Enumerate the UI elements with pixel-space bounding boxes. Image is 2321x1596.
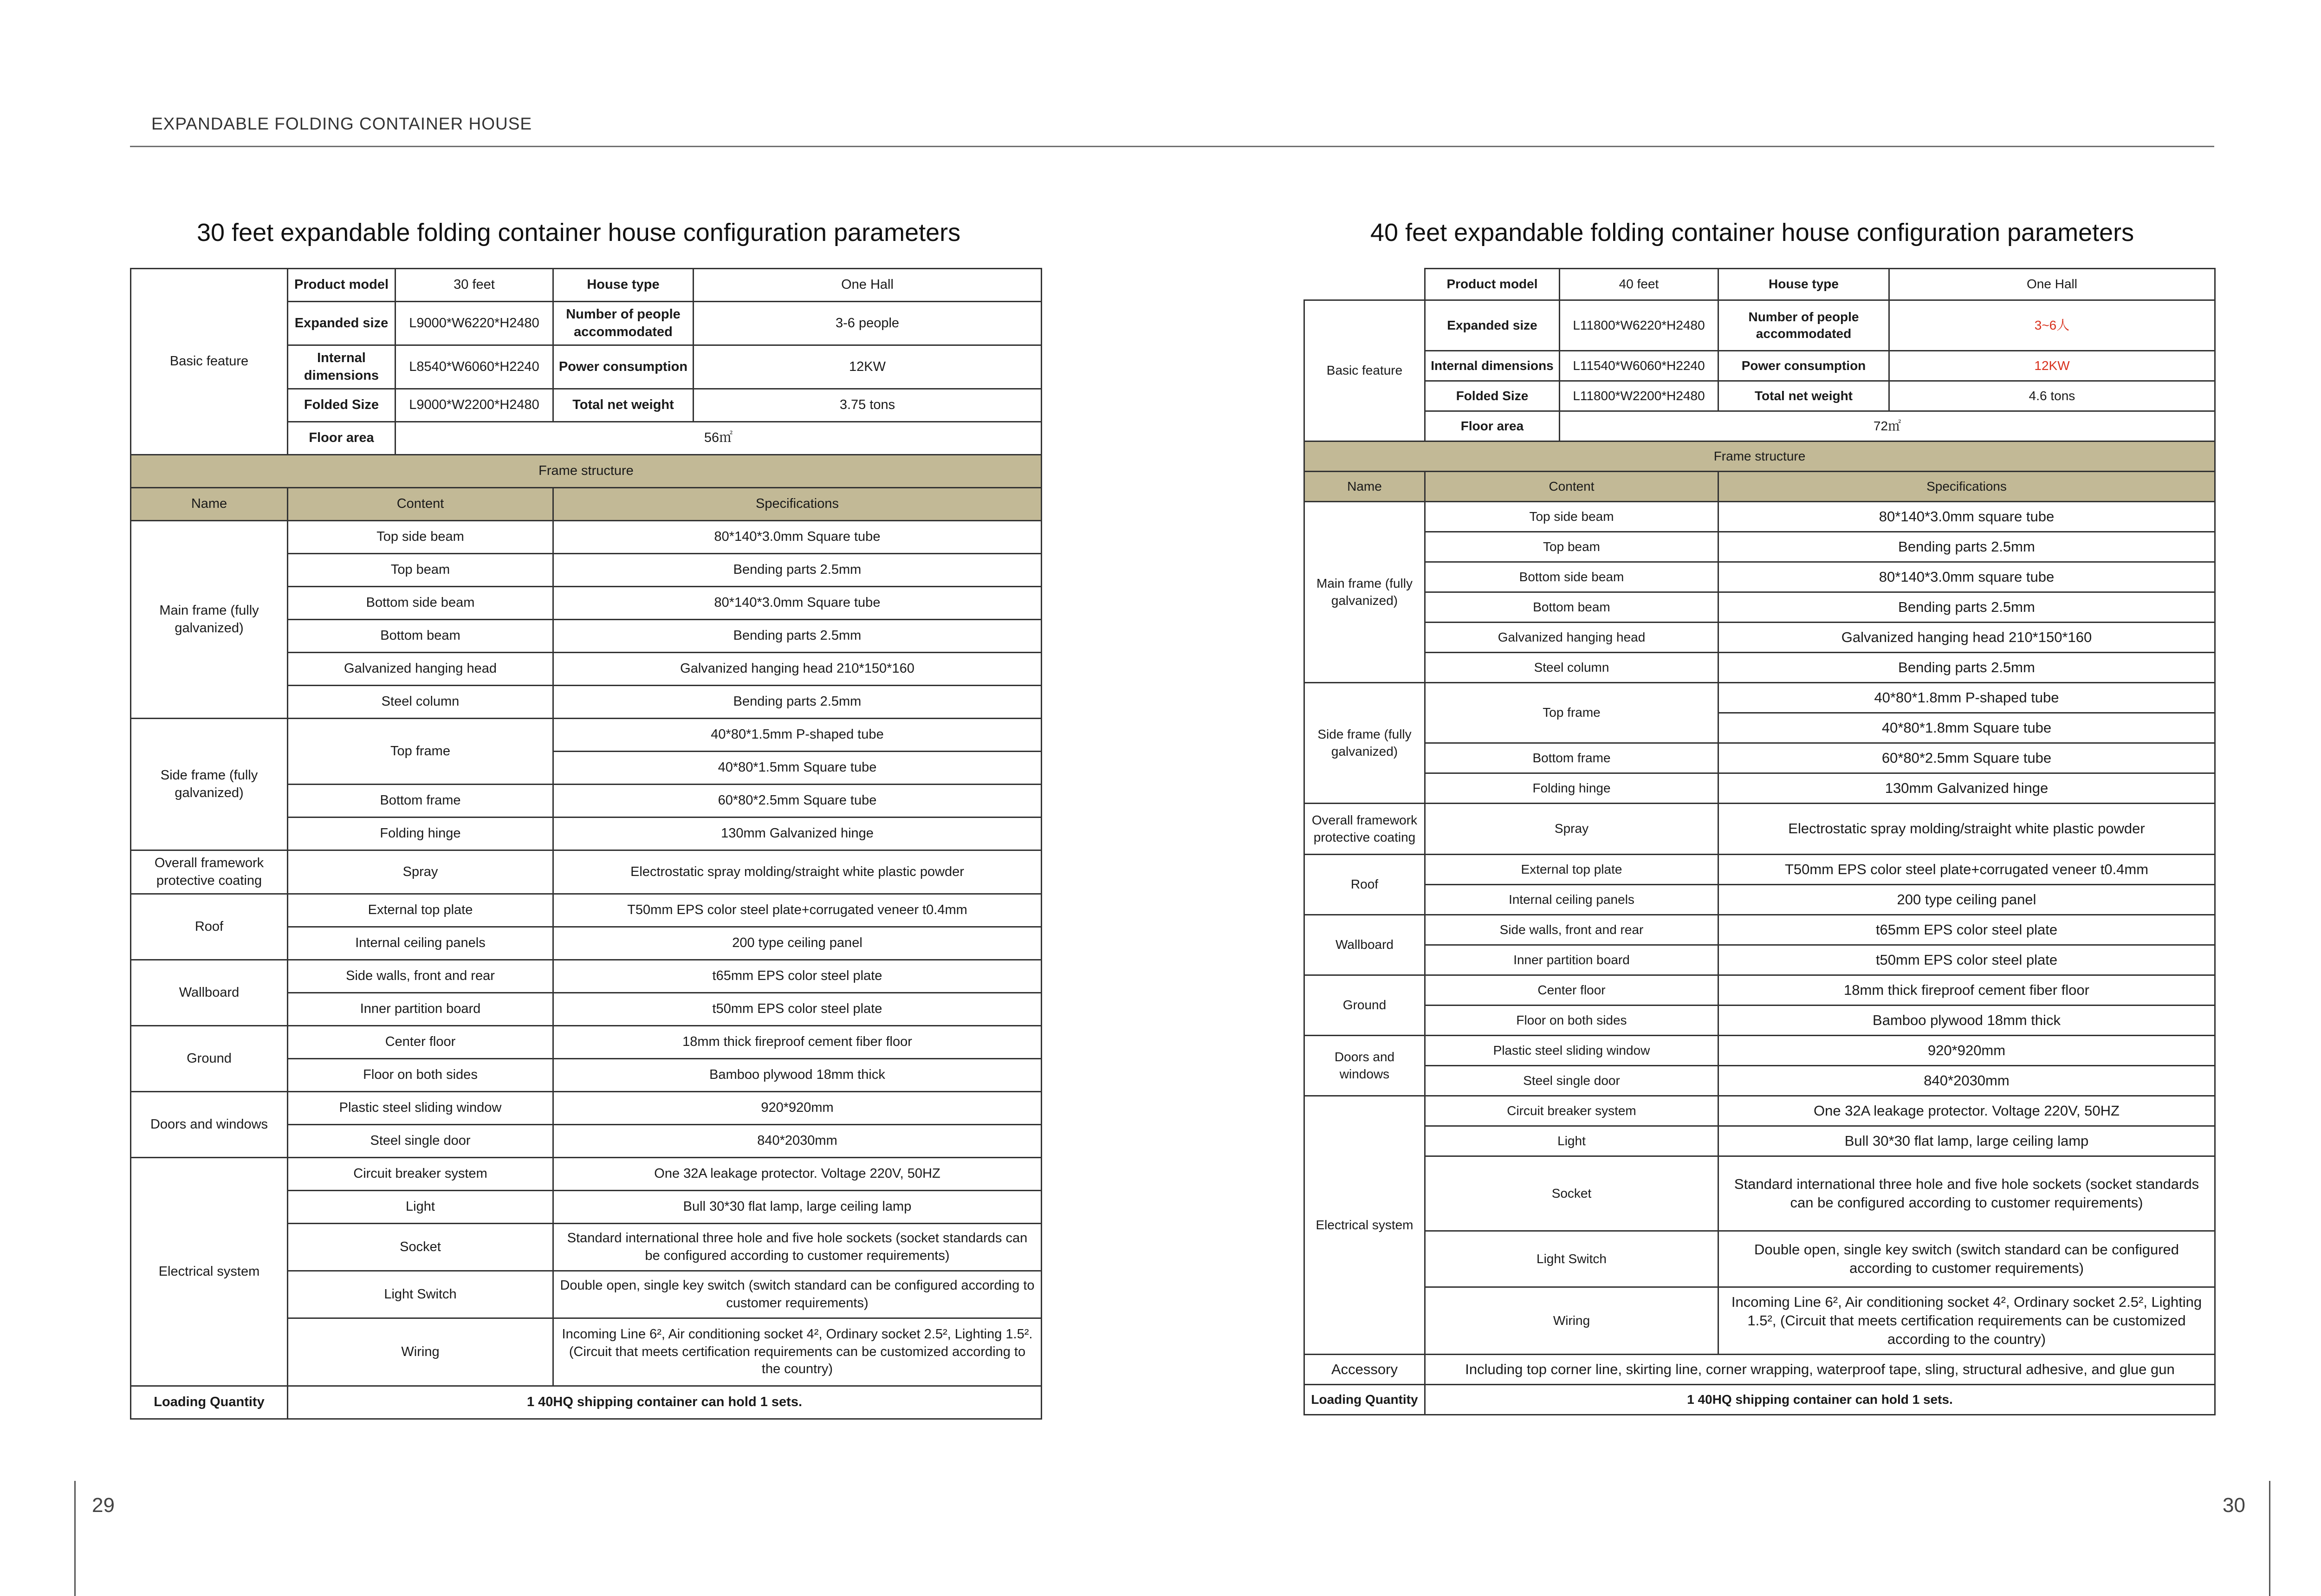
row-spec: Bending parts 2.5mm [1718, 653, 2215, 683]
label-house-type: House type [553, 269, 694, 302]
value-people: 3-6 people [694, 302, 1042, 345]
row-spec: 80*140*3.0mm square tube [1718, 502, 2215, 532]
row-content: Light Switch [1425, 1231, 1718, 1287]
row-spec: Bull 30*30 flat lamp, large ceiling lamp [553, 1191, 1042, 1224]
row-content: Internal ceiling panels [1425, 885, 1718, 915]
row-spec: 18mm thick fireproof cement fiber floor [1718, 975, 2215, 1006]
value-power: 12KW [694, 345, 1042, 389]
row-content: Spray [1425, 804, 1718, 855]
row-content: Top side beam [1425, 502, 1718, 532]
row-content: Center floor [1425, 975, 1718, 1006]
row-spec: Double open, single key switch (switch standard can be configured according to customer requirements) [1718, 1231, 2215, 1287]
group-wallboard: Wallboard [1304, 915, 1425, 975]
group-doors-windows: Doors and windows [131, 1092, 288, 1158]
row-content: Top frame [1425, 683, 1718, 743]
row-spec: 40*80*1.5mm Square tube [553, 752, 1042, 785]
value-expanded-size: L11800*W6220*H2480 [1560, 300, 1718, 351]
row-spec: Incoming Line 6², Air conditioning socket 4², Ordinary socket 2.5², Lighting 1.5², (Circuit that meets certification requirements can be customized according to the country) [1718, 1287, 2215, 1355]
row-spec: 840*2030mm [553, 1125, 1042, 1158]
row-spec: t65mm EPS color steel plate [1718, 915, 2215, 945]
group-electrical: Electrical system [131, 1158, 288, 1386]
group-basic-feature: Basic feature [1304, 300, 1425, 441]
group-coating: Overall framework protective coating [131, 850, 288, 894]
row-content: Folding hinge [1425, 773, 1718, 804]
value-house-type: One Hall [1889, 269, 2215, 300]
group-electrical: Electrical system [1304, 1096, 1425, 1355]
value-net-weight: 4.6 tons [1889, 381, 2215, 411]
value-product-model: 40 feet [1560, 269, 1718, 300]
group-ground: Ground [1304, 975, 1425, 1036]
row-spec: Electrostatic spray molding/straight white plastic powder [1718, 804, 2215, 855]
row-spec: Standard international three hole and five hole sockets (socket standards can be configured according to customer requirements) [553, 1224, 1042, 1271]
row-spec: Standard international three hole and five hole sockets (socket standards can be configured according to customer requirements) [1718, 1156, 2215, 1231]
value-loading-quantity: 1 40HQ shipping container can hold 1 sets. [288, 1386, 1042, 1419]
group-roof: Roof [1304, 855, 1425, 915]
group-basic-feature: Basic feature [131, 269, 288, 455]
label-floor-area: Floor area [1425, 411, 1560, 441]
row-content: Side walls, front and rear [1425, 915, 1718, 945]
row-spec: One 32A leakage protector. Voltage 220V, 50HZ [1718, 1096, 2215, 1126]
value-folded-size: L9000*W2200*H2480 [395, 389, 553, 422]
row-content: Top beam [288, 554, 553, 587]
group-wallboard: Wallboard [131, 960, 288, 1026]
row-spec: 80*140*3.0mm Square tube [553, 521, 1042, 554]
header-specifications: Specifications [553, 488, 1042, 521]
page-title-30ft: 30 feet expandable folding container house configuration parameters [197, 219, 961, 247]
section-frame-structure: Frame structure [1304, 441, 2215, 472]
value-folded-size: L11800*W2200*H2480 [1560, 381, 1718, 411]
row-spec: Bending parts 2.5mm [1718, 592, 2215, 623]
value-house-type: One Hall [694, 269, 1042, 302]
label-people: Number of people accommodated [553, 302, 694, 345]
row-spec: t50mm EPS color steel plate [1718, 945, 2215, 975]
row-content: Top frame [288, 719, 553, 785]
header-content: Content [1425, 472, 1718, 502]
row-spec: 60*80*2.5mm Square tube [1718, 743, 2215, 773]
row-content: External top plate [1425, 855, 1718, 885]
row-spec: Galvanized hanging head 210*150*160 [1718, 623, 2215, 653]
group-ground: Ground [131, 1026, 288, 1092]
row-spec: 130mm Galvanized hinge [1718, 773, 2215, 804]
group-roof: Roof [131, 894, 288, 960]
row-content: Floor on both sides [1425, 1006, 1718, 1036]
spec-table-30ft [130, 268, 1042, 1420]
row-content: Light [1425, 1126, 1718, 1156]
row-spec: Double open, single key switch (switch standard can be configured according to customer requirements) [553, 1271, 1042, 1318]
row-content: Circuit breaker system [1425, 1096, 1718, 1126]
row-spec: Bamboo plywood 18mm thick [1718, 1006, 2215, 1036]
row-spec: 200 type ceiling panel [1718, 885, 2215, 915]
row-content: Bottom side beam [288, 587, 553, 620]
group-main-frame: Main frame (fully galvanized) [131, 521, 288, 719]
row-content: Steel column [1425, 653, 1718, 683]
row-content: Internal ceiling panels [288, 927, 553, 960]
row-spec: 40*80*1.8mm Square tube [1718, 713, 2215, 743]
footer-rule-left [74, 1481, 76, 1596]
label-folded-size: Folded Size [1425, 381, 1560, 411]
page-title-40ft: 40 feet expandable folding container house configuration parameters [1370, 219, 2134, 247]
label-loading-quantity: Loading Quantity [1304, 1385, 1425, 1415]
row-content: Light Switch [288, 1271, 553, 1318]
row-spec: t50mm EPS color steel plate [553, 993, 1042, 1026]
row-spec: Bending parts 2.5mm [1718, 532, 2215, 562]
row-spec: T50mm EPS color steel plate+corrugated veneer t0.4mm [1718, 855, 2215, 885]
row-content: Center floor [288, 1026, 553, 1059]
row-content: Inner partition board [1425, 945, 1718, 975]
label-net-weight: Total net weight [1718, 381, 1889, 411]
row-content: Side walls, front and rear [288, 960, 553, 993]
value-internal-dimensions: L11540*W6060*H2240 [1560, 351, 1718, 381]
group-side-frame: Side frame (fully galvanized) [1304, 683, 1425, 804]
value-floor-area: 56㎡ [395, 422, 1042, 455]
row-content: Folding hinge [288, 817, 553, 850]
group-main-frame: Main frame (fully galvanized) [1304, 502, 1425, 683]
row-content: Plastic steel sliding window [288, 1092, 553, 1125]
row-spec: Electrostatic spray molding/straight white plastic powder [553, 850, 1042, 894]
label-expanded-size: Expanded size [1425, 300, 1560, 351]
header-specifications: Specifications [1718, 472, 2215, 502]
header-content: Content [288, 488, 553, 521]
group-accessory: Accessory [1304, 1355, 1425, 1385]
row-content: Bottom frame [1425, 743, 1718, 773]
row-spec: 80*140*3.0mm Square tube [553, 587, 1042, 620]
row-spec: Bending parts 2.5mm [553, 620, 1042, 653]
page-number-right: 30 [2223, 1494, 2245, 1517]
header-name: Name [1304, 472, 1425, 502]
group-coating: Overall framework protective coating [1304, 804, 1425, 855]
row-spec: Bending parts 2.5mm [553, 686, 1042, 719]
label-power: Power consumption [553, 345, 694, 389]
value-net-weight: 3.75 tons [694, 389, 1042, 422]
row-content: Spray [288, 850, 553, 894]
row-spec: Bending parts 2.5mm [553, 554, 1042, 587]
row-content: Top side beam [288, 521, 553, 554]
row-content: Plastic steel sliding window [1425, 1036, 1718, 1066]
label-net-weight: Total net weight [553, 389, 694, 422]
row-content: Galvanized hanging head [1425, 623, 1718, 653]
label-people: Number of people accommodated [1718, 300, 1889, 351]
value-accessory: Including top corner line, skirting line, corner wrapping, waterproof tape, sling, structural adhesive, and glue gun [1425, 1355, 2215, 1385]
label-power: Power consumption [1718, 351, 1889, 381]
page-number-left: 29 [92, 1494, 115, 1517]
group-side-frame: Side frame (fully galvanized) [131, 719, 288, 850]
row-spec: Bamboo plywood 18mm thick [553, 1059, 1042, 1092]
label-expanded-size: Expanded size [288, 302, 395, 345]
row-content: External top plate [288, 894, 553, 927]
row-content: Steel single door [288, 1125, 553, 1158]
row-spec: 840*2030mm [1718, 1066, 2215, 1096]
document-header: EXPANDABLE FOLDING CONTAINER HOUSE [151, 114, 532, 133]
row-spec: 40*80*1.5mm P-shaped tube [553, 719, 1042, 752]
row-content: Steel column [288, 686, 553, 719]
row-spec: 920*920mm [553, 1092, 1042, 1125]
row-spec: 130mm Galvanized hinge [553, 817, 1042, 850]
row-content: Bottom side beam [1425, 562, 1718, 592]
row-content: Wiring [1425, 1287, 1718, 1355]
label-product-model: Product model [288, 269, 395, 302]
row-content: Top beam [1425, 532, 1718, 562]
row-spec: t65mm EPS color steel plate [553, 960, 1042, 993]
row-content: Light [288, 1191, 553, 1224]
row-spec: Bull 30*30 flat lamp, large ceiling lamp [1718, 1126, 2215, 1156]
row-spec: Galvanized hanging head 210*150*160 [553, 653, 1042, 686]
header-rule [130, 146, 2214, 147]
row-content: Bottom beam [288, 620, 553, 653]
row-content: Bottom frame [288, 785, 553, 817]
row-spec: 60*80*2.5mm Square tube [553, 785, 1042, 817]
blank-cell [1304, 269, 1425, 300]
header-name: Name [131, 488, 288, 521]
row-spec: 80*140*3.0mm square tube [1718, 562, 2215, 592]
row-content: Bottom beam [1425, 592, 1718, 623]
label-internal-dimensions: Internal dimensions [1425, 351, 1560, 381]
row-content: Socket [288, 1224, 553, 1271]
row-spec: 40*80*1.8mm P-shaped tube [1718, 683, 2215, 713]
row-spec: T50mm EPS color steel plate+corrugated veneer t0.4mm [553, 894, 1042, 927]
label-house-type: House type [1718, 269, 1889, 300]
row-spec: Incoming Line 6², Air conditioning socket 4², Ordinary socket 2.5², Lighting 1.5². (Circuit that meets certification requirements can be customized according to the country) [553, 1318, 1042, 1386]
row-content: Socket [1425, 1156, 1718, 1231]
label-loading-quantity: Loading Quantity [131, 1386, 288, 1419]
row-spec: 920*920mm [1718, 1036, 2215, 1066]
row-content: Wiring [288, 1318, 553, 1386]
spec-table-40ft [1303, 268, 2216, 1415]
value-expanded-size: L9000*W6220*H2480 [395, 302, 553, 345]
label-floor-area: Floor area [288, 422, 395, 455]
row-content: Galvanized hanging head [288, 653, 553, 686]
value-internal-dimensions: L8540*W6060*H2240 [395, 345, 553, 389]
value-loading-quantity: 1 40HQ shipping container can hold 1 sets. [1425, 1385, 2215, 1415]
row-spec: 18mm thick fireproof cement fiber floor [553, 1026, 1042, 1059]
row-content: Inner partition board [288, 993, 553, 1026]
label-internal-dimensions: Internal dimensions [288, 345, 395, 389]
row-content: Floor on both sides [288, 1059, 553, 1092]
section-frame-structure: Frame structure [131, 455, 1042, 488]
row-spec: 200 type ceiling panel [553, 927, 1042, 960]
row-content: Circuit breaker system [288, 1158, 553, 1191]
label-folded-size: Folded Size [288, 389, 395, 422]
footer-rule-right [2269, 1481, 2270, 1596]
row-spec: One 32A leakage protector. Voltage 220V, 50HZ [553, 1158, 1042, 1191]
label-product-model: Product model [1425, 269, 1560, 300]
row-content: Steel single door [1425, 1066, 1718, 1096]
group-doors-windows: Doors and windows [1304, 1036, 1425, 1096]
value-people: 3~6人 [1889, 300, 2215, 351]
value-power: 12KW [1889, 351, 2215, 381]
value-product-model: 30 feet [395, 269, 553, 302]
value-floor-area: 72㎡ [1560, 411, 2215, 441]
